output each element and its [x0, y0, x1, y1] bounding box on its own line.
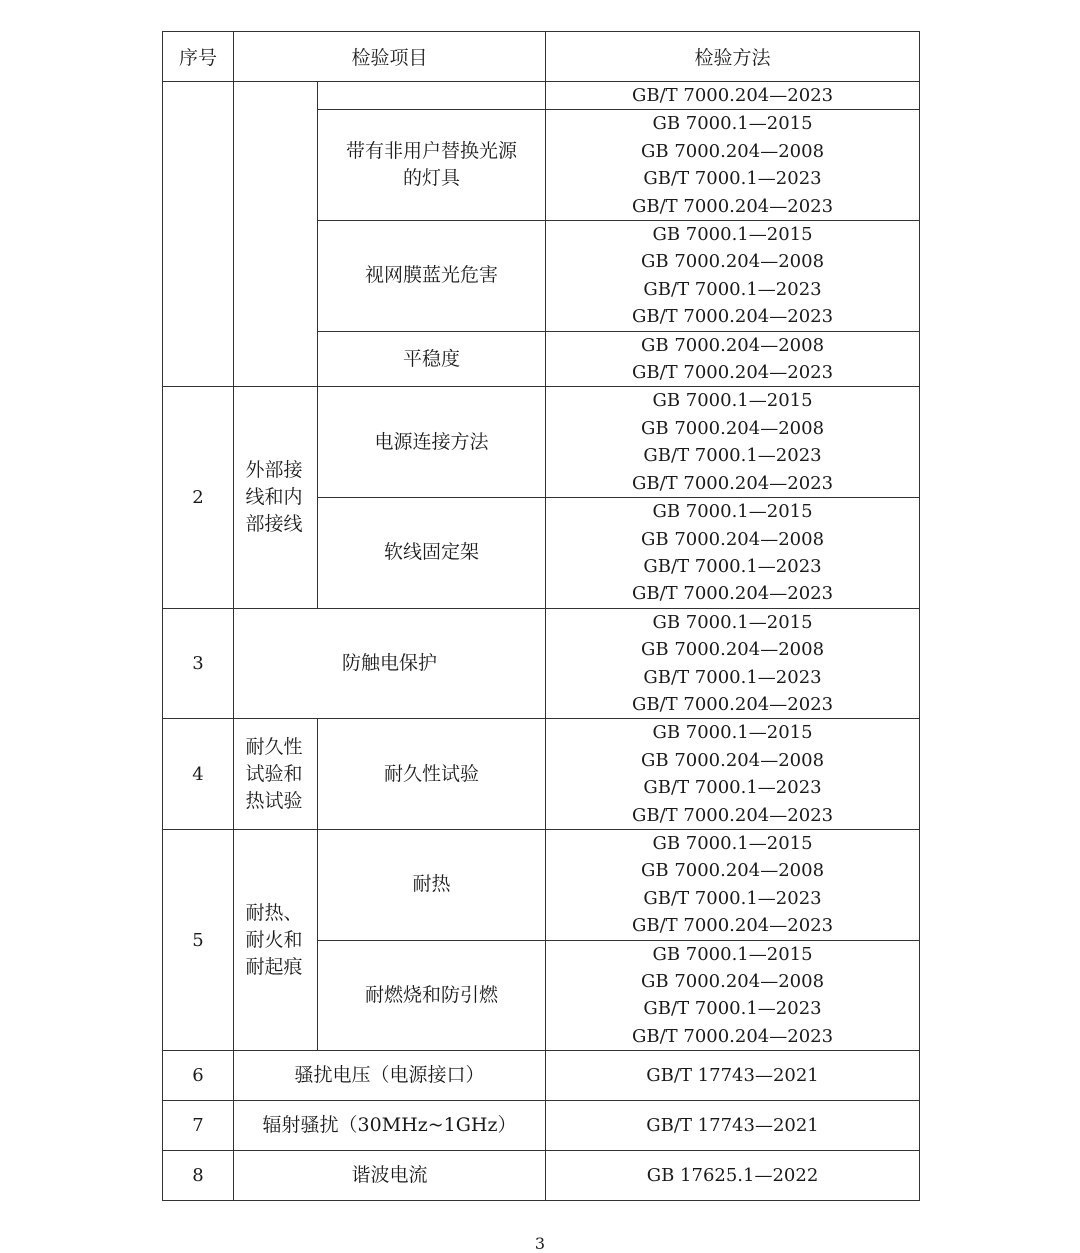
standard-text: GB/T 7000.204—2023 — [631, 195, 834, 217]
standard-text: GB 7000.204—2008 — [641, 528, 825, 550]
standard-text: GB/T 7000.204—2023 — [631, 583, 834, 605]
standard-text: GB 7000.1—2015 — [652, 224, 813, 246]
seq-cell: 6 — [163, 1051, 234, 1101]
method-cell — [546, 110, 920, 221]
item-cell: 平稳度 — [318, 331, 546, 387]
item-cell-empty — [318, 82, 546, 110]
category-cell — [234, 387, 318, 608]
seq-cell: 3 — [163, 608, 234, 719]
standard-text: GB/T 7000.204—2023 — [631, 915, 834, 937]
standard-text: GB 7000.204—2008 — [641, 639, 825, 661]
header-row — [163, 32, 920, 82]
standard-text: GB 7000.204—2008 — [641, 860, 825, 882]
method-cell: GB/T 17743—2021 — [546, 1101, 920, 1151]
method-cell — [546, 331, 920, 387]
method-cell: GB 17625.1—2022 — [546, 1151, 920, 1201]
standard-text: GB 7000.204—2008 — [641, 749, 825, 771]
table-row — [163, 1101, 920, 1151]
item-cell: 软线固定架 — [318, 498, 546, 609]
seq-cell: 5 — [163, 829, 234, 1050]
table-row — [163, 608, 920, 719]
category-text: 耐久性试验和热试验 — [245, 735, 303, 812]
table-row — [163, 1051, 920, 1101]
method-cell — [546, 940, 920, 1051]
method-cell — [546, 719, 920, 830]
item-cell: 耐热 — [318, 829, 546, 940]
seq-cell-empty — [163, 82, 234, 387]
header-seq: 序号 — [163, 32, 234, 82]
header-item: 检验项目 — [234, 32, 546, 82]
standard-text: GB/T 7000.1—2023 — [643, 278, 822, 300]
seq-cell: 4 — [163, 719, 234, 830]
table-row — [163, 1151, 920, 1201]
table-row — [163, 829, 920, 940]
header-method: 检验方法 — [546, 32, 920, 82]
standard-text: GB/T 7000.1—2023 — [643, 555, 822, 577]
standard-text: GB 7000.1—2015 — [652, 611, 813, 633]
table-row — [163, 387, 920, 498]
item-cell — [318, 110, 546, 221]
standard-text: GB/T 7000.1—2023 — [643, 666, 822, 688]
item-cell: 谐波电流 — [234, 1151, 546, 1201]
item-cell: 耐燃烧和防引燃 — [318, 940, 546, 1051]
item-cell: 辐射骚扰（30MHz~1GHz） — [234, 1101, 546, 1151]
item-text: 带有非用户替换光源的灯具 — [345, 140, 517, 190]
table-row — [163, 82, 920, 110]
standard-text: GB/T 7000.1—2023 — [643, 777, 822, 799]
standard-text: GB 7000.204—2008 — [641, 140, 825, 162]
standard-text: GB 7000.1—2015 — [652, 943, 813, 965]
method-cell — [546, 387, 920, 498]
seq-cell: 8 — [163, 1151, 234, 1201]
standard-text: GB/T 7000.204—2023 — [631, 85, 834, 106]
category-cell-empty — [234, 82, 318, 387]
standard-text: GB/T 7000.204—2023 — [631, 306, 834, 328]
standard-text: GB/T 7000.1—2023 — [643, 168, 822, 190]
standard-text: GB/T 7000.204—2023 — [631, 362, 834, 384]
table-row — [163, 719, 920, 830]
standard-text: GB 7000.204—2008 — [641, 971, 825, 992]
item-cell: 防触电保护 — [234, 608, 546, 719]
page-number: 3 — [534, 1234, 546, 1253]
method-cell — [546, 608, 920, 719]
inspection-table — [162, 31, 920, 1201]
standard-text: GB 7000.1—2015 — [652, 390, 813, 412]
standard-text: GB/T 7000.204—2023 — [631, 693, 834, 715]
standard-text: GB 7000.204—2008 — [641, 417, 825, 439]
standard-text: GB 7000.1—2015 — [652, 113, 813, 135]
method-cell — [546, 498, 920, 609]
method-cell — [546, 829, 920, 940]
standard-text: GB/T 7000.204—2023 — [631, 472, 834, 494]
seq-cell: 7 — [163, 1101, 234, 1151]
standard-text: GB/T 7000.1—2023 — [643, 887, 822, 909]
item-cell: 电源连接方法 — [318, 387, 546, 498]
category-text: 外部接线和内部接线 — [245, 459, 303, 536]
category-text: 耐热、耐火和耐起痕 — [245, 901, 303, 978]
standard-text: GB 7000.1—2015 — [652, 501, 813, 523]
standard-text: GB 7000.204—2008 — [641, 251, 825, 273]
category-cell — [234, 829, 318, 1050]
category-cell — [234, 719, 318, 830]
standard-text: GB 7000.204—2008 — [641, 334, 825, 356]
item-cell: 耐久性试验 — [318, 719, 546, 830]
item-cell: 视网膜蓝光危害 — [318, 221, 546, 332]
seq-cell: 2 — [163, 387, 234, 608]
standard-text: GB 7000.1—2015 — [652, 832, 813, 854]
method-cell: GB/T 17743—2021 — [546, 1051, 920, 1101]
standard-text: GB/T 7000.204—2023 — [631, 1025, 834, 1047]
standard-text: GB/T 7000.204—2023 — [631, 804, 834, 826]
standard-text: GB 7000.1—2015 — [652, 722, 813, 744]
standard-text: GB/T 7000.1—2023 — [643, 445, 822, 467]
method-cell — [546, 221, 920, 332]
method-cell — [546, 82, 920, 110]
standard-text: GB/T 7000.1—2023 — [643, 998, 822, 1020]
item-cell: 骚扰电压（电源接口） — [234, 1051, 546, 1101]
